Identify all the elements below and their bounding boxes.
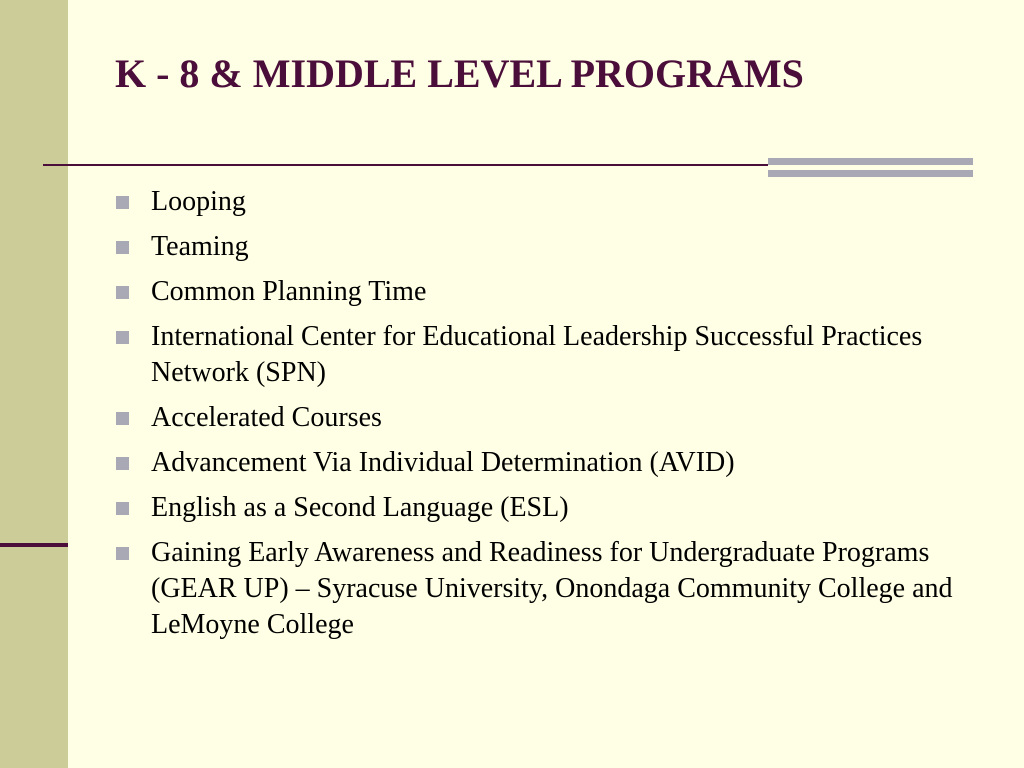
bullet-text: Looping (151, 186, 246, 217)
left-decorative-band (0, 0, 68, 768)
square-bullet-icon (116, 457, 129, 470)
accent-bar-bottom (768, 170, 973, 177)
bullet-text: International Center for Educational Leadership Successful Practices Network (SPN) (151, 321, 923, 388)
bullet-item (115, 400, 985, 436)
title-accent-bars (768, 158, 973, 178)
bullet-item (115, 445, 985, 481)
bullet-item (115, 229, 985, 265)
square-bullet-icon (116, 412, 129, 425)
bullet-text: Common Planning Time (151, 276, 427, 307)
square-bullet-icon (116, 502, 129, 515)
bullet-item (115, 184, 985, 220)
bullet-text: English as a Second Language (ESL) (151, 492, 569, 523)
square-bullet-icon (116, 331, 129, 344)
accent-bar-top (768, 158, 973, 165)
bullet-item (115, 274, 985, 310)
bullet-list (115, 184, 985, 652)
bullet-text: Gaining Early Awareness and Readiness for Undergraduate Programs (GEAR UP) – Syracuse University, Onondaga Community College and LeMoyne College (151, 537, 953, 640)
title-underline (43, 164, 768, 166)
square-bullet-icon (116, 241, 129, 254)
bullet-item (115, 319, 985, 391)
bullet-text: Teaming (151, 231, 249, 262)
square-bullet-icon (116, 547, 129, 560)
bullet-item (115, 490, 985, 526)
square-bullet-icon (116, 196, 129, 209)
bullet-text: Accelerated Courses (151, 402, 382, 433)
slide-title: K - 8 & MIDDLE LEVEL PROGRAMS (115, 51, 804, 96)
bullet-item (115, 535, 985, 643)
bullet-text: Advancement Via Individual Determination (AVID) (151, 447, 735, 478)
left-band-divider (0, 543, 68, 547)
square-bullet-icon (116, 286, 129, 299)
